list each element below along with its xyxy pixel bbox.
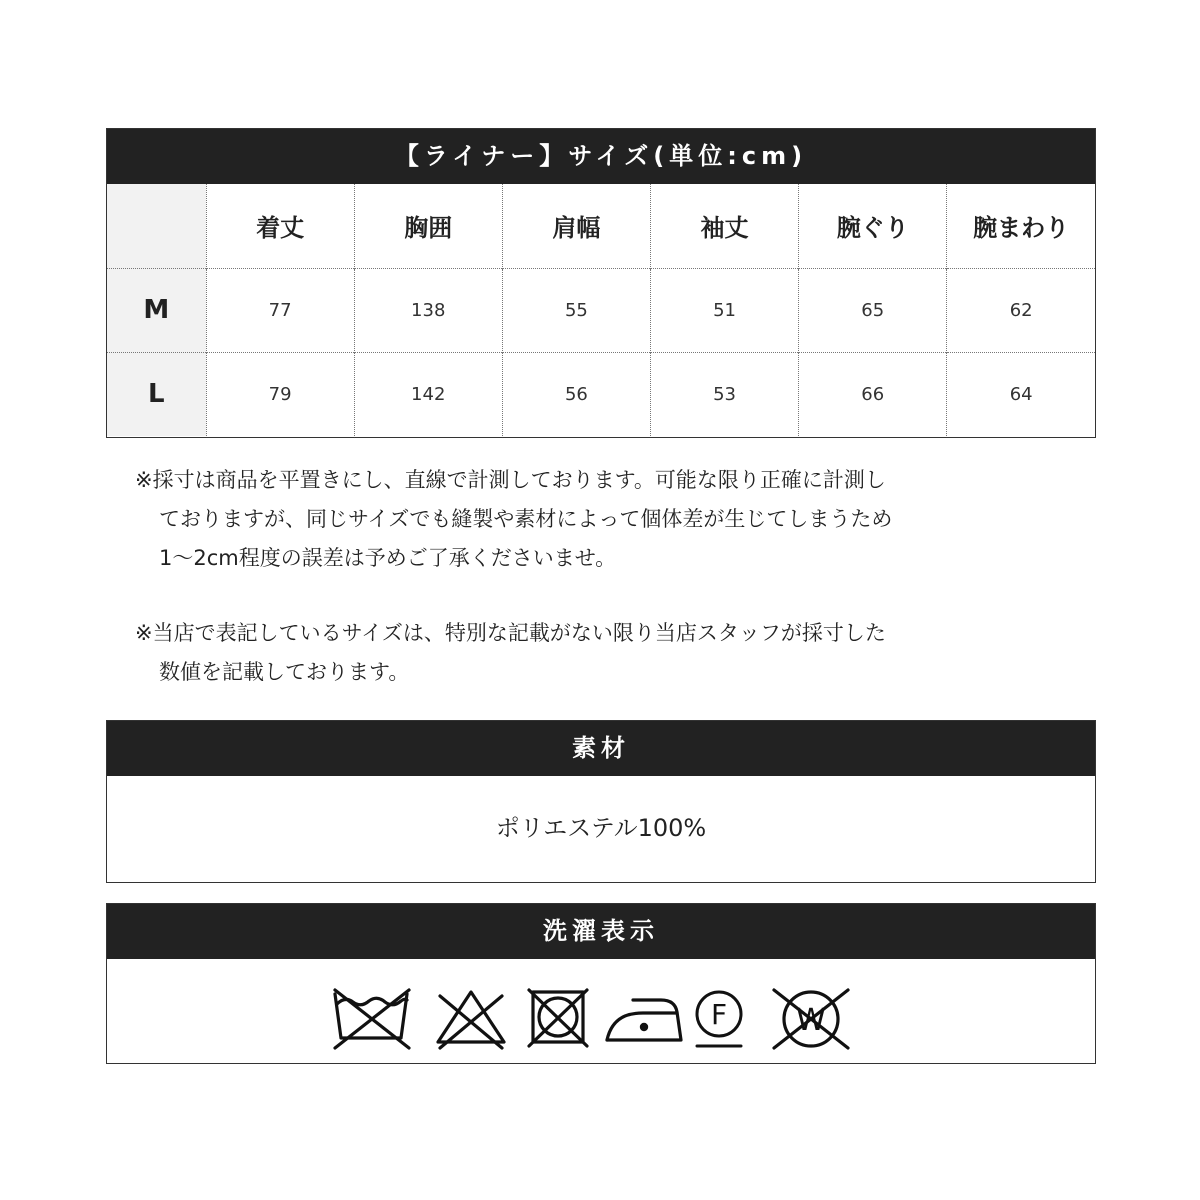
size-table-header-row: [107, 184, 1095, 268]
measurement-note: [135, 461, 1015, 578]
material-title: 素材: [107, 721, 1095, 776]
table-cell: 64: [947, 352, 1095, 436]
no-bleach-icon: [430, 986, 512, 1052]
no-tumble-dry-icon: [517, 986, 599, 1052]
wet-clean-letter: W: [796, 1003, 826, 1038]
column-header-armhole: 腕ぐり: [799, 184, 947, 268]
table-cell: 77: [206, 268, 354, 352]
table-row: [107, 352, 1095, 436]
no-wet-clean-icon: [770, 986, 852, 1052]
size-table-corner: [107, 184, 206, 268]
table-cell: 65: [799, 268, 947, 352]
column-header-sleeve: 袖丈: [650, 184, 798, 268]
column-header-chest: 胸囲: [354, 184, 502, 268]
table-cell: 62: [947, 268, 1095, 352]
note-line: ※採寸は商品を平置きにし、直線で計測しております。可能な限り正確に計測し: [135, 468, 886, 492]
no-wash-icon: [331, 986, 413, 1052]
table-cell: 53: [650, 352, 798, 436]
row-header-size: L: [107, 352, 206, 436]
note-line: ておりますが、同じサイズでも縫製や素材によって個体差が生じてしまうため: [159, 507, 893, 531]
table-row: [107, 268, 1095, 352]
table-cell: 51: [650, 268, 798, 352]
size-table-title: 【ライナー】サイズ(単位:cm): [107, 129, 1095, 184]
note-line: 数値を記載しております。: [159, 660, 410, 684]
washing-section: [106, 903, 1096, 1064]
size-notation-note: [135, 614, 1015, 692]
column-header-length: 着丈: [206, 184, 354, 268]
material-value: ポリエステル100%: [495, 814, 707, 842]
note-line: 1〜2cm程度の誤差は予めご了承くださいませ。: [159, 546, 617, 570]
note-line: ※当店で表記しているサイズは、特別な記載がない限り当店スタッフが採寸した: [135, 621, 886, 645]
size-table: [107, 184, 1095, 436]
row-header-size: M: [107, 268, 206, 352]
table-cell: 66: [799, 352, 947, 436]
dry-clean-letter: F: [710, 998, 728, 1031]
washing-title: 洗濯表示: [107, 904, 1095, 959]
column-header-shoulder: 肩幅: [502, 184, 650, 268]
material-section: [106, 720, 1096, 883]
column-header-arm-circumference: 腕まわり: [947, 184, 1095, 268]
iron-low-icon: [603, 986, 685, 1052]
size-table-section: [106, 128, 1096, 438]
dry-clean-f-icon: [678, 986, 760, 1052]
table-cell: 142: [354, 352, 502, 436]
washing-icons-area: [107, 959, 1095, 1063]
table-cell: 138: [354, 268, 502, 352]
table-cell: 79: [206, 352, 354, 436]
table-cell: 56: [502, 352, 650, 436]
table-cell: 55: [502, 268, 650, 352]
